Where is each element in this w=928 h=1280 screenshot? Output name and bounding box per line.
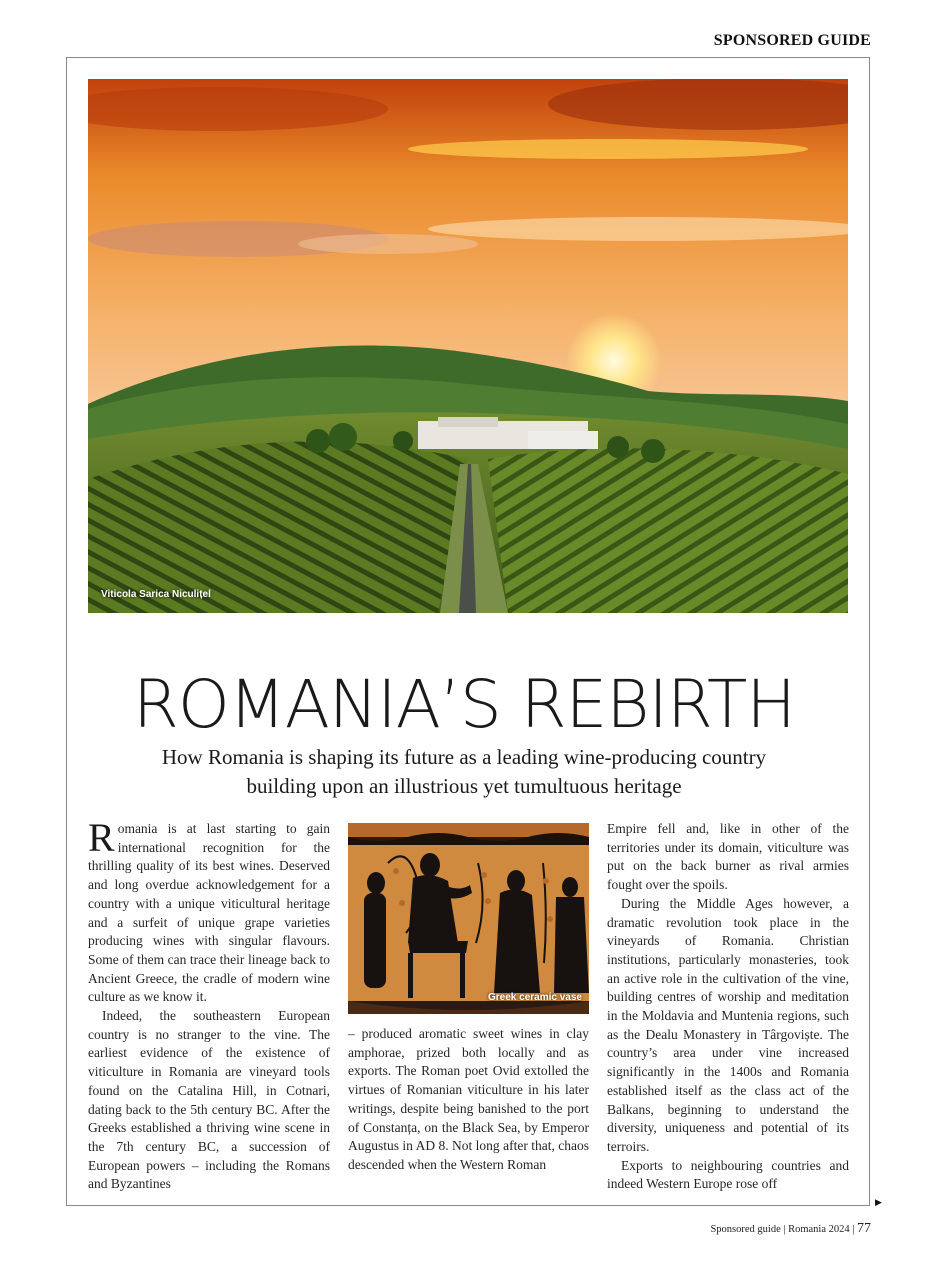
article-subtitle: How Romania is shaping its future as a leading wine-producing country building upon an illustrious yet tumultuous heritage <box>161 745 767 798</box>
page-number: 77 <box>857 1221 871 1236</box>
drop-cap: R <box>88 815 115 860</box>
paragraph: During the Middle Ages however, a dramatic revolution took place in the vineyards of Romania. Christian institutions, particularly monasteries, took an active role in the cultivation of the vine, building centres of worship and meditation in the Moldavia and Muntenia regions, such as the Dealu Monastery in Târgoviște. The country’s area under vine increased significantly in the 1400s and Romania established itself as the class act of the Balkans, beginning to understand the diversity, uniqueness and potential of its terroirs. <box>607 895 849 1154</box>
vase-image <box>348 823 589 1014</box>
hero-caption: Viticola Sarica Niculițel <box>101 589 211 600</box>
article-title: ROMANIA’S REBIRTH <box>133 666 795 743</box>
section-label: SPONSORED GUIDE <box>713 32 871 49</box>
vase-caption: Greek ceramic vase <box>488 992 582 1003</box>
paragraph-text: omania is at last starting to gain international recognition for the thrilling quality of its best wines. Deserved and long overdue acknowledgement for a country with a unique viticultural heritage and a surfeit of unique grape varieties producing wines with singular flavours. Some of them can trace their lineage back to Ancient Greece, the cradle of modern wine culture as we know it. <box>88 821 330 1005</box>
paragraph <box>88 815 330 1007</box>
body-column-3 <box>607 820 849 1194</box>
page-footer <box>710 1221 871 1237</box>
paragraph: Exports to neighbouring countries and indeed Western Europe rose off <box>607 1157 849 1192</box>
paragraph: Empire fell and, like in other of the territories under its domain, viticulture was put on the back burner as rival armies fought over the spoils. <box>607 821 849 893</box>
paragraph: Indeed, the southeastern European country is no stranger to the vine. The earliest evidence of the existence of viticulture in Romania are vineyard tools found on the Catalina Hill, in Cotnari, dating back to the 5th century BC. After the Greeks established a thriving wine scene in the 7th century BC, a succession of European powers – including the Romans and Byzantines <box>88 1008 330 1192</box>
body-column-1 <box>88 815 330 1194</box>
paragraph: – produced aromatic sweet wines in clay amphorae, prized both locally and as exports. The Roman poet Ovid extolled the virtues of Romanian viticulture in his later writings, despite being banished to the port of Constanța, on the Black Sea, by Emperor Augustus in AD 8. Not long after that, chaos descended when the Western Roman <box>348 1026 589 1172</box>
arrow-right-icon: ▶ <box>875 1198 882 1208</box>
hero-image <box>88 79 848 613</box>
body-column-2 <box>348 1025 589 1175</box>
footer-text: Sponsored guide | Romania 2024 | <box>710 1224 857 1235</box>
